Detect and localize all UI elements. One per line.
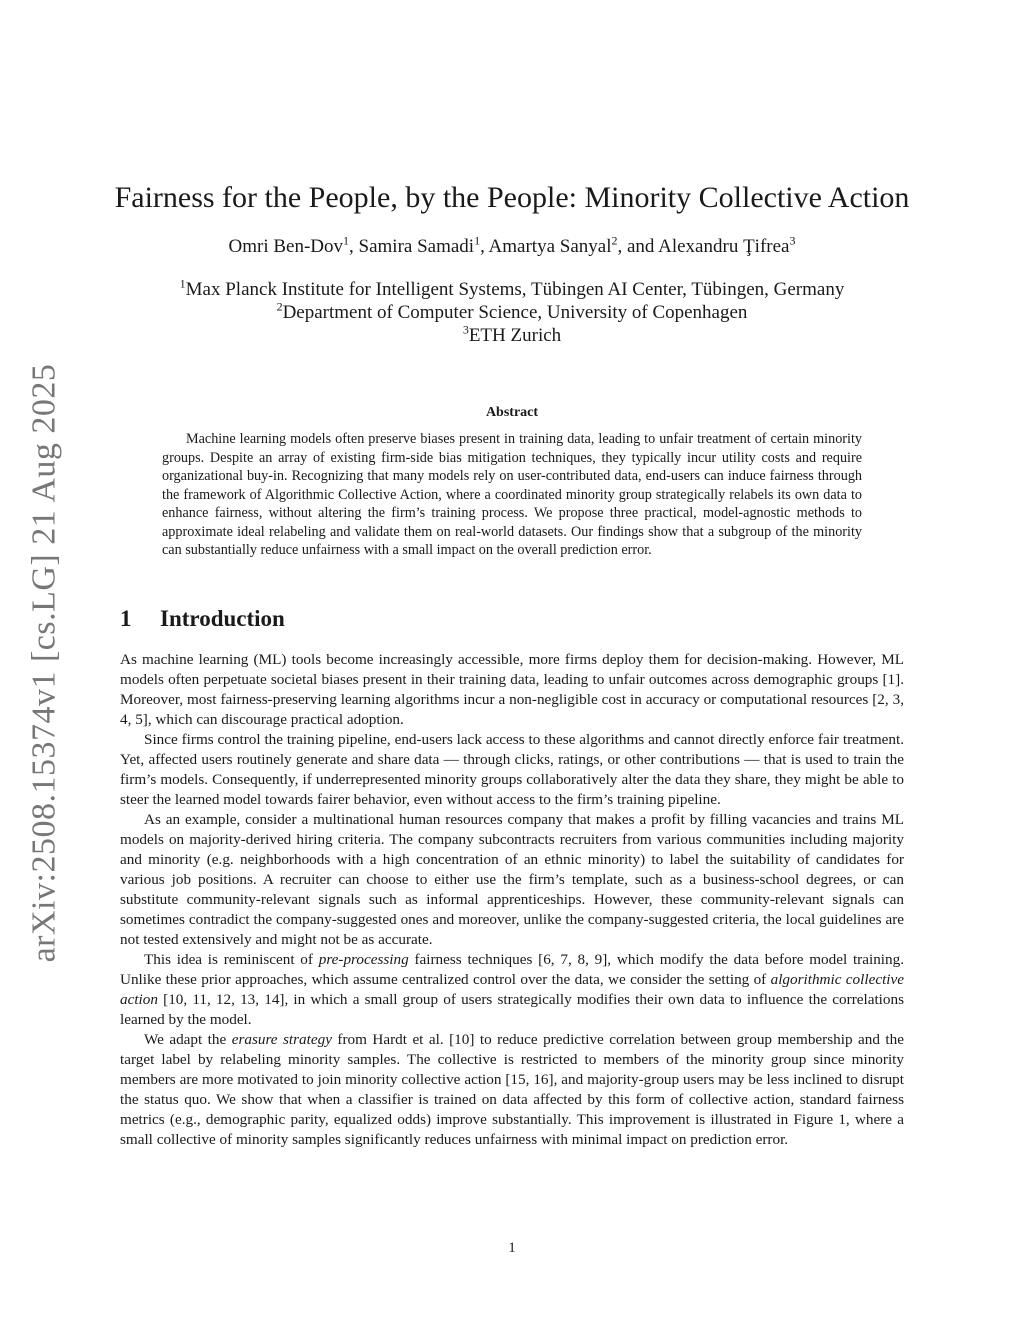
paragraph-text: As an example, consider a multinational human resources company that makes a profit by filling vacancies and trains ML models on majority-derived hiring criteria. The company subcontracts recruiters from various communities including majority and minority (e.g. neighborhoods with a high concentration of an ethnic minority) to label the suitability of candidates for various job positions. A recruiter can choose to either use the firm’s template, such as a business-school degrees, or can substitute community-relevant signals such as informal apprenticeships. However, these community-relevant signals can sometimes contradict the company-suggested ones and moreover, unlike the company-suggested criteria, the local guidelines are not tested extensively and might not be as accurate. [120,811,904,948]
section-number: 1 [120,606,132,631]
affiliation-text: ETH Zurich [468,325,562,346]
paragraph-text: We adapt the [144,1031,232,1048]
body-paragraph [120,650,904,730]
author-separator: , and [617,236,659,257]
affiliation [100,301,924,324]
affiliation-mark: 1 [179,276,186,291]
body-paragraph [120,950,904,1030]
abstract-text: Machine learning models often preserve biases present in training data, leading to unfair treatment of certain minority groups. Despite an array of existing firm-side bias mitigation techniques, they typically incur utility costs and require organizational buy-in. Recognizing that many models rely on user-contributed data, end-users can induce fairness through the framework of Algorithmic Collective Action, where a coordinated minority group strategically relabels its own data to enhance fairness, without altering the firm’s training process. We propose three practical, model-agnostic methods to approximate ideal relabeling and validate them on real-world datasets. Our findings show that a subgroup of the minority can substantially reduce unfairness with a small impact on the overall prediction error. [162,431,862,558]
author-name: Amartya Sanyal [488,236,612,257]
body-paragraph [120,1030,904,1150]
author-name: Alexandru Ţifrea [658,236,790,257]
author-list [100,234,924,260]
paragraph-text: from Hardt et al. [10] to reduce predictive correlation between group membership and the target label by relabeling minority samples. The collective is restricted to members of the minority group since minority members are more motivated to join minority collective action [15, 16], and majority-group users may be less inclined to disrupt the status quo. We show that when a classifier is trained on data affected by this form of collective action, standard fairness metrics (e.g., demographic parity, equalized odds) improve substantially. This improvement is illustrated in Figure 1, where a small collective of minority samples significantly reduces unfairness with minimal impact on prediction error. [120,1031,904,1148]
affiliation-list [100,278,924,347]
affiliation [100,324,924,347]
page-number: 1 [508,1240,516,1256]
arxiv-identifier [20,363,68,962]
affiliation-text: Department of Computer Science, University of Copenhagen [282,302,748,323]
author-separator: , [480,236,489,257]
author-affiliation-mark: 1 [343,233,350,248]
body-paragraph [120,730,904,810]
section-body [120,650,904,1150]
section-heading [120,604,285,634]
section-title: Introduction [160,606,285,631]
paper-title: Fairness for the People, by the People: Minority Collective Action [114,181,910,214]
author-affiliation-mark: 1 [474,233,481,248]
affiliation-text: Max Planck Institute for Intelligent Systems, Tübingen AI Center, Tübingen, Germany [185,279,845,300]
paragraph-text: fairness techniques [6, 7, 8, 9], which modify the data before model training. Unlike these prior approaches, which assume centralized control over the data, we consider the setting of [120,951,904,988]
author-name: Omri Ben-Dov [228,236,344,257]
paragraph-text: [10, 11, 12, 13, 14], in which a small group of users strategically modifies their own data to influence the correlations learned by the model. [120,991,904,1028]
paragraph-text: As machine learning (ML) tools become increasingly accessible, more firms deploy them for decision-making. However, ML models often perpetuate societal biases present in their training data, leading to unfair outcomes across demographic groups [1]. Moreover, most fairness-preserving learning algorithms incur a non-negligible cost in accuracy or computational resources [2, 3, 4, 5], which can discourage practical adoption. [120,651,904,728]
affiliation-mark: 3 [462,322,469,337]
affiliation [100,278,924,301]
abstract-heading: Abstract [485,405,539,420]
affiliation-mark: 2 [276,299,283,314]
author-affiliation-mark: 3 [789,233,796,248]
emphasized-term: algorithmic collective action [120,971,904,1008]
paragraph-text: Since firms control the training pipeline, end-users lack access to these algorithms and cannot directly enforce fair treatment. Yet, affected users routinely generate and share data — through clicks, ratings, or other contributions — that is used to train the firm’s models. Consequently, if underrepresented minority groups collaboratively alter the data they share, they might be able to steer the learned model towards fairer behavior, even without access to the firm’s training pipeline. [120,731,904,808]
emphasized-term: erasure strategy [231,1031,332,1048]
author-separator: , [349,236,359,257]
body-paragraph [120,810,904,950]
author-affiliation-mark: 2 [611,233,618,248]
paragraph-text: This idea is reminiscent of [144,951,319,968]
emphasized-term: pre-processing [318,951,409,968]
author-name: Samira Samadi [358,236,475,257]
arxiv-identifier-text: arXiv:2508.15374v1 [cs.LG] 21 Aug 2025 [25,363,63,962]
